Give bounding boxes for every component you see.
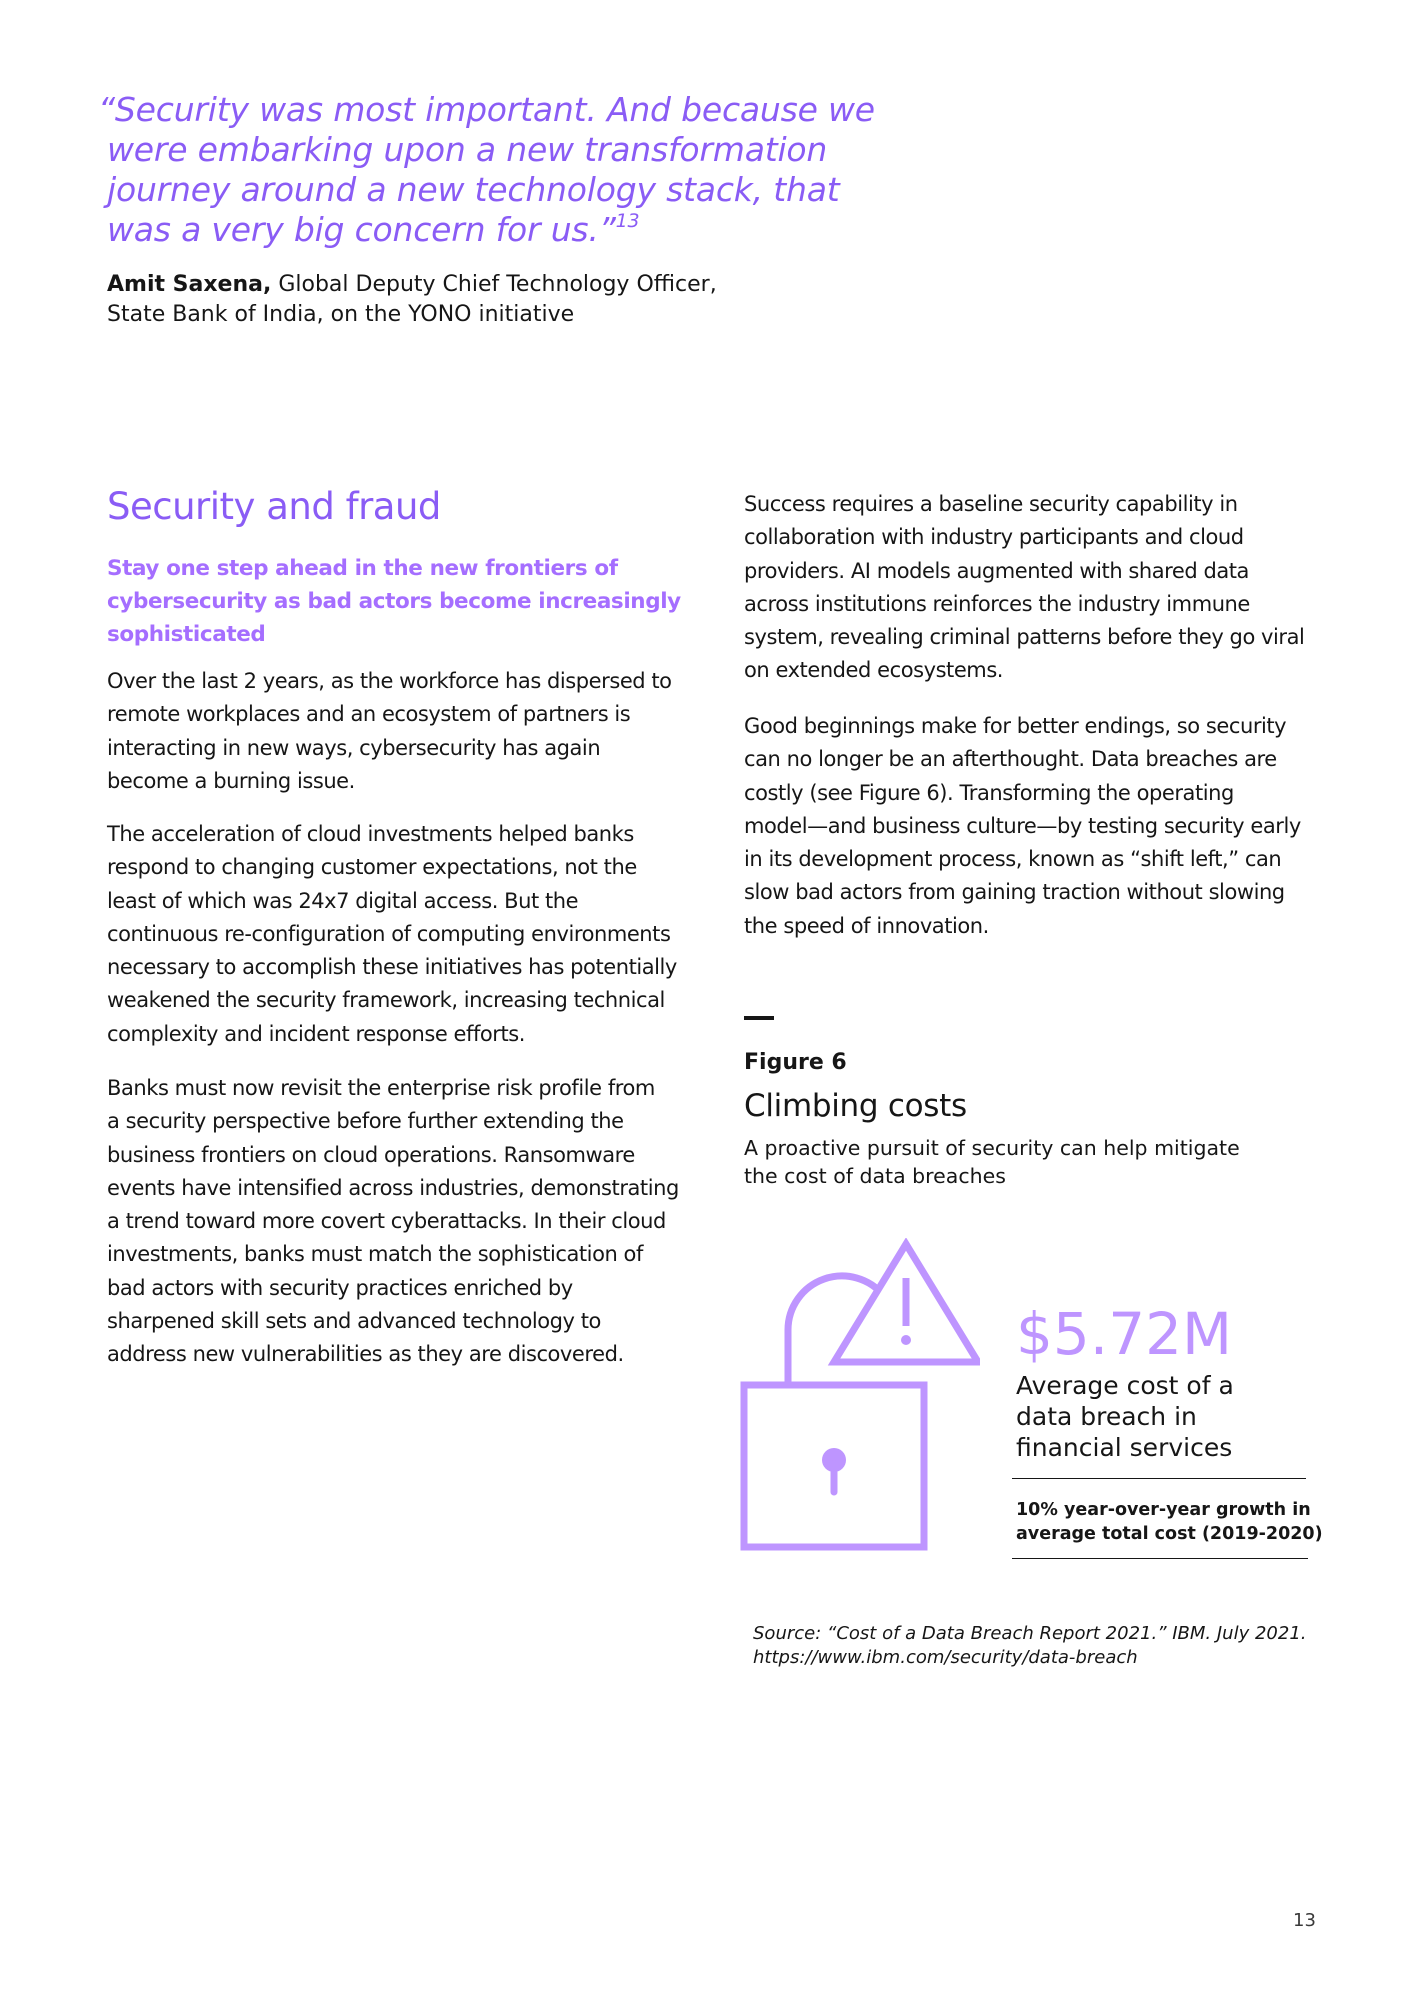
quote-line: journey around a new technology stack, that bbox=[107, 170, 840, 209]
para-line: Success requires a baseline security capability in bbox=[744, 492, 1238, 516]
body-paragraph-5 bbox=[744, 710, 1324, 943]
body-paragraph-3 bbox=[107, 1072, 687, 1372]
para-line: bad actors with security practices enriched by bbox=[107, 1275, 573, 1300]
para-line: events have intensified across industries, demonstrating bbox=[107, 1175, 679, 1200]
para-line: a trend toward more covert cyberattacks. In their cloud bbox=[107, 1209, 666, 1234]
para-line: system, revealing criminal patterns before they go viral bbox=[744, 625, 1305, 650]
lead-line: Stay one step ahead in the new frontiers of bbox=[107, 556, 618, 581]
attribution-line-1 bbox=[107, 270, 807, 300]
quote-line-last bbox=[98, 210, 818, 250]
para-line: across institutions reinforces the industry immune bbox=[744, 591, 1250, 616]
para-line: business frontiers on cloud operations. Ransomware bbox=[107, 1142, 635, 1167]
figure-title: Climbing costs bbox=[744, 1088, 967, 1124]
attribution-title: Global Deputy Chief Technology Officer, bbox=[271, 272, 717, 297]
growth-line: average total cost (2019-2020) bbox=[1016, 1524, 1323, 1544]
source-url: https://www.ibm.com/security/data-breach bbox=[753, 1647, 1138, 1668]
para-line: The acceleration of cloud investments helped banks bbox=[107, 822, 634, 846]
figure-label: Figure 6 bbox=[744, 1050, 847, 1075]
para-line: slow bad actors from gaining traction without slowing bbox=[744, 880, 1285, 905]
para-line: respond to changing customer expectations, not the bbox=[107, 855, 637, 880]
lead-line: sophisticated bbox=[107, 622, 266, 647]
para-line: least of which was 24x7 digital access. But the bbox=[107, 888, 579, 913]
quote-attribution bbox=[107, 270, 807, 330]
stat-desc-line: Average cost of a bbox=[1016, 1371, 1234, 1400]
para-line: the speed of innovation. bbox=[744, 913, 989, 938]
growth-note bbox=[1016, 1498, 1323, 1546]
para-line: Banks must now revisit the enterprise risk profile from bbox=[107, 1076, 655, 1100]
para-line: weakened the security framework, increasing technical bbox=[107, 988, 665, 1013]
body-paragraph-4 bbox=[744, 488, 1324, 688]
attribution-name: Amit Saxena, bbox=[107, 272, 272, 297]
para-line: continuous re-configuration of computing environments bbox=[107, 921, 671, 946]
subtitle-line: A proactive pursuit of security can help mitigate bbox=[744, 1136, 1240, 1160]
stat-description bbox=[1016, 1370, 1316, 1463]
para-line: Good beginnings make for better endings, so security bbox=[744, 714, 1287, 738]
para-line: complexity and incident response efforts. bbox=[107, 1021, 525, 1046]
para-line: sharpened skill sets and advanced technology to bbox=[107, 1309, 601, 1334]
para-line: model—and business culture—by testing security early bbox=[744, 813, 1301, 838]
body-paragraph-1 bbox=[107, 665, 687, 798]
lead-line: cybersecurity as bad actors become increasingly bbox=[107, 589, 681, 614]
para-line: providers. AI models augmented with shared data bbox=[744, 558, 1249, 583]
quote-line: were embarking upon a new transformation bbox=[107, 130, 828, 169]
figure-subtitle bbox=[744, 1134, 1304, 1190]
para-line: necessary to accomplish these initiatives has potentially bbox=[107, 955, 677, 980]
stat-desc-line: data breach in bbox=[1016, 1402, 1197, 1431]
para-line: Over the last 2 years, as the workforce has dispersed to bbox=[107, 669, 672, 693]
para-line: remote workplaces and an ecosystem of partners is bbox=[107, 702, 631, 727]
figure-dash-divider bbox=[744, 1016, 774, 1020]
figure-source bbox=[753, 1622, 1353, 1670]
para-line: address new vulnerabilities as they are discovered. bbox=[107, 1342, 624, 1367]
attribution-line-2: State Bank of India, on the YONO initiative bbox=[107, 302, 575, 327]
para-line: costly (see Figure 6). Transforming the operating bbox=[744, 780, 1234, 805]
para-line: can no longer be an afterthought. Data breaches are bbox=[744, 747, 1277, 772]
para-line: interacting in new ways, cybersecurity has again bbox=[107, 735, 601, 760]
para-line: collaboration with industry participants and cloud bbox=[744, 525, 1244, 550]
para-line: a security perspective before further extending the bbox=[107, 1109, 624, 1134]
quote-line: “Security was most important. And because we bbox=[98, 90, 875, 129]
page-number: 13 bbox=[1293, 1910, 1316, 1931]
stat-desc-line: financial services bbox=[1016, 1433, 1233, 1462]
para-line: on extended ecosystems. bbox=[744, 658, 1004, 683]
quote-footnote: 13 bbox=[615, 210, 640, 232]
stat-divider-bottom bbox=[1012, 1558, 1308, 1559]
source-line: Source: “Cost of a Data Breach Report 2021.” IBM. July 2021. bbox=[753, 1623, 1307, 1644]
para-line: investments, banks must match the sophistication of bbox=[107, 1242, 643, 1267]
body-paragraph-2 bbox=[107, 818, 687, 1051]
quote-line-text: was a very big concern for us.” bbox=[107, 210, 616, 249]
stat-value: $5.72M bbox=[1016, 1300, 1233, 1368]
para-line: in its development process, known as “shift left,” can bbox=[744, 847, 1282, 872]
warning-exclamation-dot bbox=[901, 1335, 911, 1345]
padlock-with-warning-icon bbox=[740, 1238, 980, 1558]
para-line: become a burning issue. bbox=[107, 768, 355, 793]
pull-quote bbox=[98, 90, 875, 250]
section-lead bbox=[107, 552, 687, 651]
growth-line: 10% year-over-year growth in bbox=[1016, 1500, 1311, 1520]
stat-divider-top bbox=[1012, 1478, 1306, 1479]
section-title: Security and fraud bbox=[107, 485, 441, 528]
subtitle-line: the cost of data breaches bbox=[744, 1164, 1006, 1188]
